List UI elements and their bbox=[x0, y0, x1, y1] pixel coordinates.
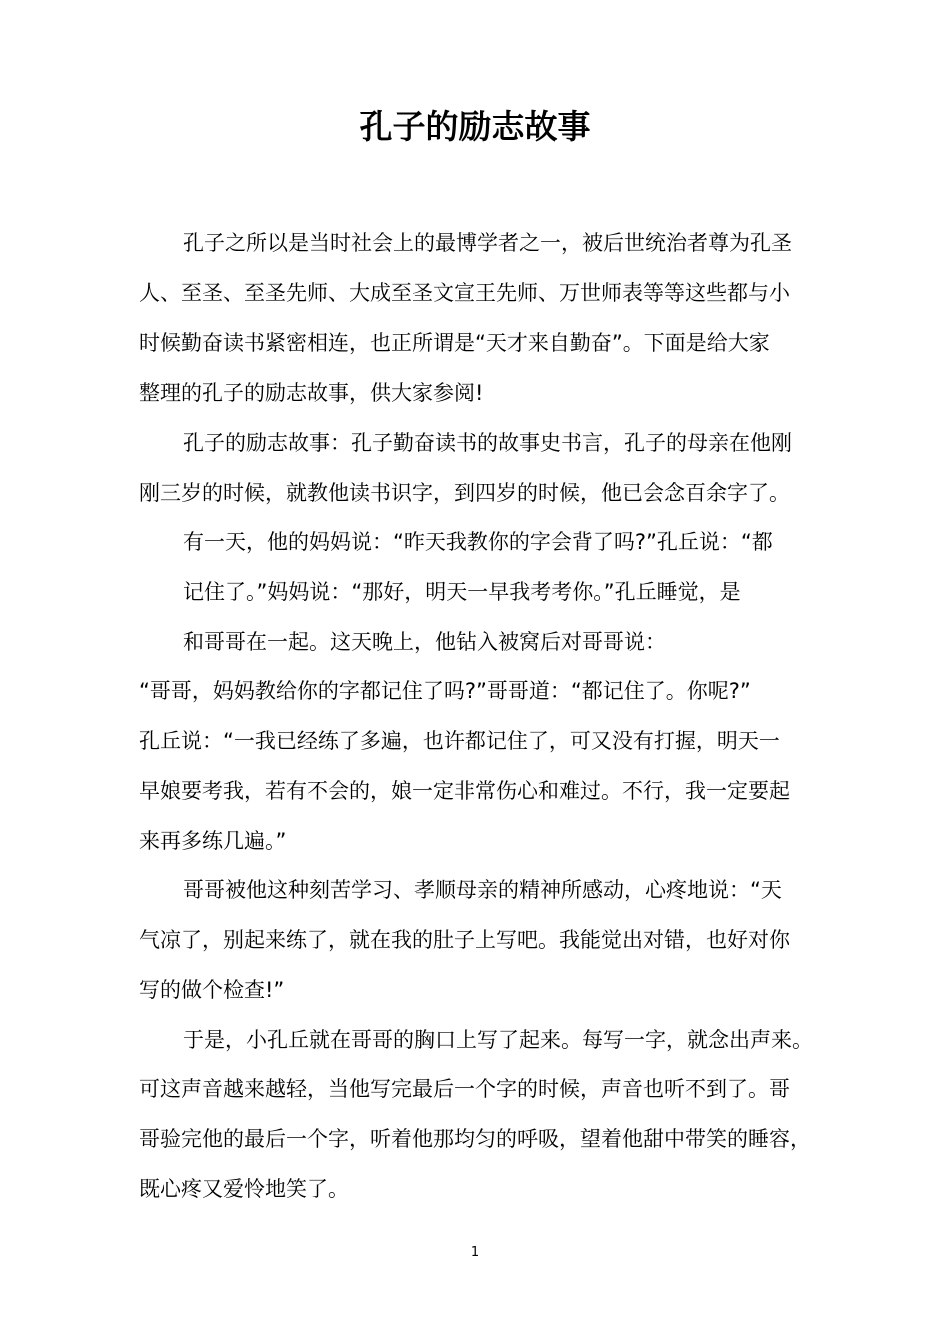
text-line: 既心疼又爱怜地笑了。 bbox=[139, 1177, 349, 1201]
text-line: 刚三岁的时候，就教他读书识字，到四岁的时候，他已会念百余字了。 bbox=[139, 481, 790, 505]
text-line: 气凉了，别起来练了，就在我的肚子上写吧。我能觉出对错，也好对你 bbox=[139, 928, 790, 952]
text-line: 孔丘说：“一我已经练了多遍，也许都记住了，可又没有打握，明天一 bbox=[139, 729, 780, 753]
text-line: 早娘要考我，若有不会的，娘一定非常伤心和难过。不行，我一定要起 bbox=[139, 779, 790, 803]
page-number: 1 bbox=[470, 1245, 480, 1260]
text-line: 可这声音越来越轻，当他写完最后一个字的时候，声音也听不到了。哥 bbox=[139, 1077, 790, 1101]
text-line: 时候勤奋读书紧密相连，也正所谓是“天才来自勤奋”。下面是给大家 bbox=[139, 331, 770, 355]
text-line: 写的做个检查!” bbox=[139, 978, 285, 1002]
text-line: 哥验完他的最后一个字，听着他那均匀的呼吸，望着他甜中带笑的睡容， bbox=[139, 1127, 811, 1151]
text-line: 于是，小孔丘就在哥哥的胸口上写了起来。每写一字，就念出声来。 bbox=[183, 1028, 813, 1052]
text-line: 整理的孔子的励志故事，供大家参阅! bbox=[139, 381, 484, 405]
text-line: 孔子的励志故事：孔子勤奋读书的故事史书言，孔子的母亲在他刚 bbox=[183, 431, 792, 455]
text-line: 人、至圣、至圣先师、大成至圣文宣王先师、万世师表等等这些都与小 bbox=[139, 281, 790, 305]
text-line: 孔子之所以是当时社会上的最博学者之一，被后世统治者尊为孔圣 bbox=[183, 231, 792, 255]
text-line: 记住了。”妈妈说：“那好，明天一早我考考你。”孔丘睡觉，是 bbox=[183, 580, 741, 604]
text-line: “哥哥，妈妈教给你的字都记住了吗?”哥哥道：“都记住了。你呢?” bbox=[139, 679, 751, 703]
text-line: 来再多练几遍。” bbox=[139, 829, 287, 853]
text-line: 有一天，他的妈妈说：“昨天我教你的字会背了吗?”孔丘说：“都 bbox=[183, 530, 773, 554]
document-title: 孔子的励志故事 bbox=[359, 107, 591, 146]
text-line: 和哥哥在一起。这天晚上，他钻入被窝后对哥哥说： bbox=[183, 630, 666, 654]
text-line: 哥哥被他这种刻苦学习、孝顺母亲的精神所感动，心疼地说：“天 bbox=[183, 878, 782, 902]
